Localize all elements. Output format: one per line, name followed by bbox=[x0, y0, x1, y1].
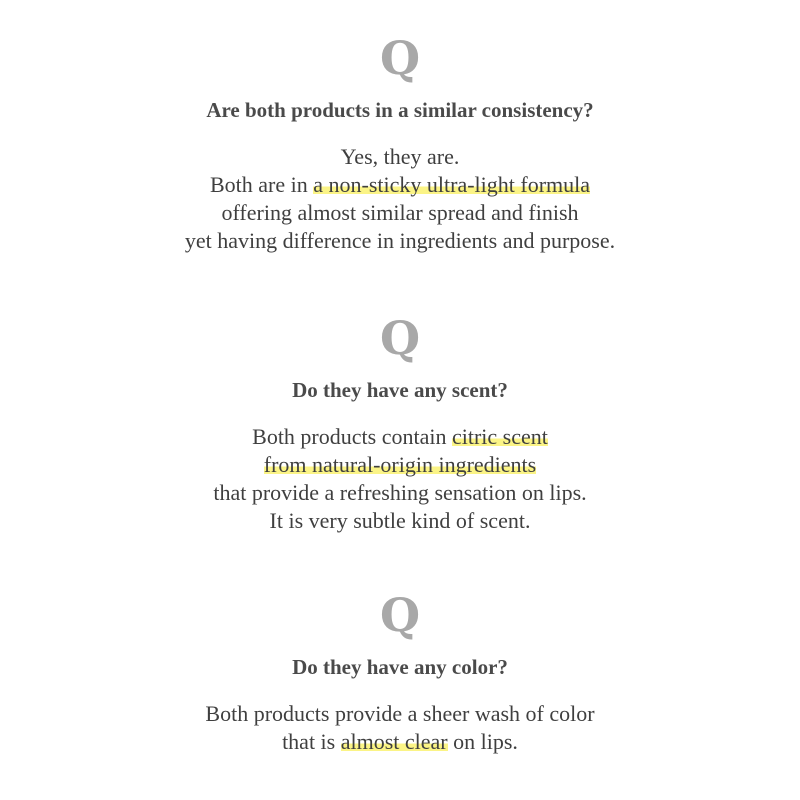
q-mark-icon: Q bbox=[379, 311, 421, 365]
answer-line: Both products contain citric scent bbox=[252, 424, 548, 449]
question-heading: Do they have any color? bbox=[292, 655, 508, 679]
answer-line: that is almost clear on lips. bbox=[282, 729, 518, 754]
faq-item-color bbox=[0, 590, 800, 756]
highlighted-text: from natural-origin ingredients bbox=[263, 452, 537, 477]
answer-line: Yes, they are. bbox=[340, 144, 460, 169]
answer-line: that provide a refreshing sensation on lips. bbox=[213, 480, 587, 505]
faq-item-consistency bbox=[0, 33, 800, 255]
highlighted-text: citric scent bbox=[451, 424, 548, 449]
question-heading: Do they have any scent? bbox=[292, 378, 508, 402]
question-heading: Are both products in a similar consistency? bbox=[206, 98, 594, 122]
answer-line: yet having difference in ingredients and purpose. bbox=[184, 228, 616, 253]
answer-text bbox=[0, 700, 800, 756]
answer-line: Both are in a non-sticky ultra-light formula bbox=[209, 172, 591, 197]
answer-text bbox=[0, 423, 800, 535]
answer-line bbox=[0, 451, 800, 479]
faq-item-scent bbox=[0, 313, 800, 535]
highlighted-text: a non-sticky ultra-light formula bbox=[313, 172, 591, 197]
highlighted-text: almost clear bbox=[340, 729, 448, 754]
answer-line: Both products provide a sheer wash of color bbox=[205, 701, 595, 726]
q-mark-icon: Q bbox=[379, 31, 421, 85]
q-mark-icon: Q bbox=[379, 588, 421, 642]
answer-line: It is very subtle kind of scent. bbox=[269, 508, 531, 533]
answer-line: offering almost similar spread and finish bbox=[221, 200, 579, 225]
answer-text bbox=[0, 143, 800, 255]
